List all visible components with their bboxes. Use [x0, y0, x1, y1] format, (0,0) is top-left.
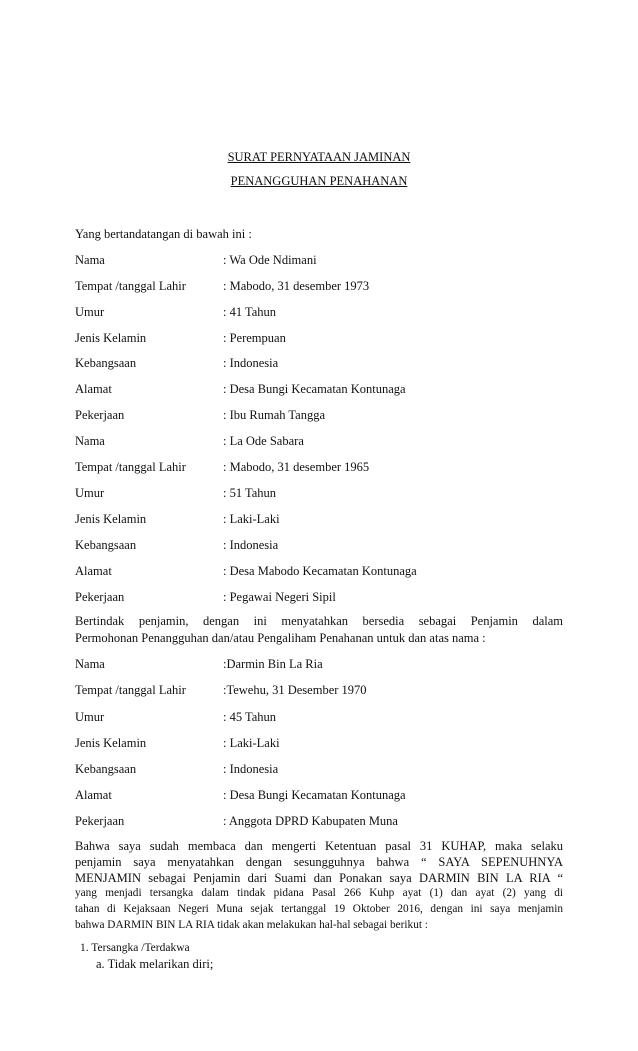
intro-text: Yang bertandatangan di bawah ini :	[75, 227, 252, 241]
field-label: Nama	[75, 657, 105, 671]
field-label: Kebangsaan	[75, 762, 137, 776]
body-line: tahan di Kejaksaan Negeri Muna sejak tertanggal 19 Oktober 2016, dengan ini saya menjamin	[75, 903, 563, 915]
field-row	[75, 590, 565, 606]
statement-line: Permohonan Penangguhan dan/atau Pengaliham Penahanan untuk dan atas nama :	[75, 631, 486, 645]
field-value: : Mabodo, 31 desember 1973	[223, 279, 370, 293]
field-row	[75, 762, 565, 778]
field-label: Alamat	[75, 564, 112, 578]
field-label: Jenis Kelamin	[75, 736, 147, 750]
field-label: Jenis Kelamin	[75, 331, 147, 345]
body-line: penjamin saya menyatahkan dengan sesungguhnya bahwa “ SAYA SEPENUHNYA	[75, 855, 563, 869]
field-row	[75, 279, 565, 295]
list-item: 1. Tersangka /Terdakwa	[80, 942, 190, 954]
field-value: : Laki-Laki	[223, 512, 280, 526]
field-row	[75, 331, 565, 347]
field-value: : La Ode Sabara	[223, 434, 304, 448]
field-row	[75, 305, 565, 321]
field-label: Kebangsaan	[75, 356, 137, 370]
field-value: : Indonesia	[223, 538, 279, 552]
field-label: Tempat /tanggal Lahir	[75, 279, 186, 293]
field-label: Tempat /tanggal Lahir	[75, 683, 186, 697]
field-value: :Tewehu, 31 Desember 1970	[223, 683, 367, 697]
body-line: bahwa DARMIN BIN LA RIA tidak akan melakukan hal-hal sebagai berikut :	[75, 919, 428, 931]
field-value: : Pegawai Negeri Sipil	[223, 590, 336, 604]
field-value: : 41 Tahun	[223, 305, 277, 319]
field-label: Nama	[75, 253, 105, 267]
field-label: Alamat	[75, 382, 112, 396]
field-row	[75, 683, 565, 699]
field-label: Alamat	[75, 788, 112, 802]
document-subtitle: PENANGGUHAN PENAHANAN	[230, 174, 408, 188]
field-row	[75, 814, 565, 830]
field-row	[75, 356, 565, 372]
field-row	[75, 460, 565, 476]
body-line: Bahwa saya sudah membaca dan mengerti Ketentuan pasal 31 KUHAP, maka selaku	[75, 839, 563, 853]
field-row	[75, 408, 565, 424]
field-label: Pekerjaan	[75, 814, 125, 828]
field-label: Umur	[75, 486, 105, 500]
field-row	[75, 434, 565, 450]
field-row	[75, 657, 565, 673]
field-value: : Ibu Rumah Tangga	[223, 408, 326, 422]
field-row	[75, 382, 565, 398]
field-label: Pekerjaan	[75, 408, 125, 422]
document-title: SURAT PERNYATAAN JAMINAN	[227, 150, 411, 164]
field-label: Jenis Kelamin	[75, 512, 147, 526]
field-label: Tempat /tanggal Lahir	[75, 460, 186, 474]
field-row	[75, 564, 565, 580]
field-value: : Indonesia	[223, 356, 279, 370]
field-value: : 51 Tahun	[223, 486, 277, 500]
statement-line: Bertindak penjamin, dengan ini menyatahkan bersedia sebagai Penjamin dalam	[75, 614, 563, 628]
field-value: : Laki-Laki	[223, 736, 280, 750]
field-value: : Mabodo, 31 desember 1965	[223, 460, 370, 474]
field-value: : Wa Ode Ndimani	[223, 253, 317, 267]
field-value: : Anggota DPRD Kabupaten Muna	[223, 814, 398, 828]
field-label: Nama	[75, 434, 105, 448]
field-label: Umur	[75, 710, 105, 724]
body-line: MENJAMIN sebagai Penjamin dari Suami dan Ponakan saya DARMIN BIN LA RIA “	[75, 871, 563, 885]
field-row	[75, 538, 565, 554]
field-row	[75, 736, 565, 752]
field-row	[75, 512, 565, 528]
field-value: : Desa Bungi Kecamatan Kontunaga	[223, 788, 406, 802]
list-subitem: a. Tidak melarikan diri;	[96, 957, 214, 971]
field-label: Kebangsaan	[75, 538, 137, 552]
field-value: : Desa Bungi Kecamatan Kontunaga	[223, 382, 406, 396]
field-row	[75, 710, 565, 726]
field-row	[75, 486, 565, 502]
field-label: Umur	[75, 305, 105, 319]
field-row	[75, 253, 565, 269]
field-value: : Desa Mabodo Kecamatan Kontunaga	[223, 564, 417, 578]
field-value: : 45 Tahun	[223, 710, 277, 724]
field-value: : Indonesia	[223, 762, 279, 776]
field-value: : Perempuan	[223, 331, 286, 345]
field-value: :Darmin Bin La Ria	[223, 657, 323, 671]
body-line: yang menjadi tersangka dalam tindak pidana Pasal 266 Kuhp ayat (1) dan ayat (2) yang di	[75, 887, 563, 899]
field-row	[75, 788, 565, 804]
field-label: Pekerjaan	[75, 590, 125, 604]
